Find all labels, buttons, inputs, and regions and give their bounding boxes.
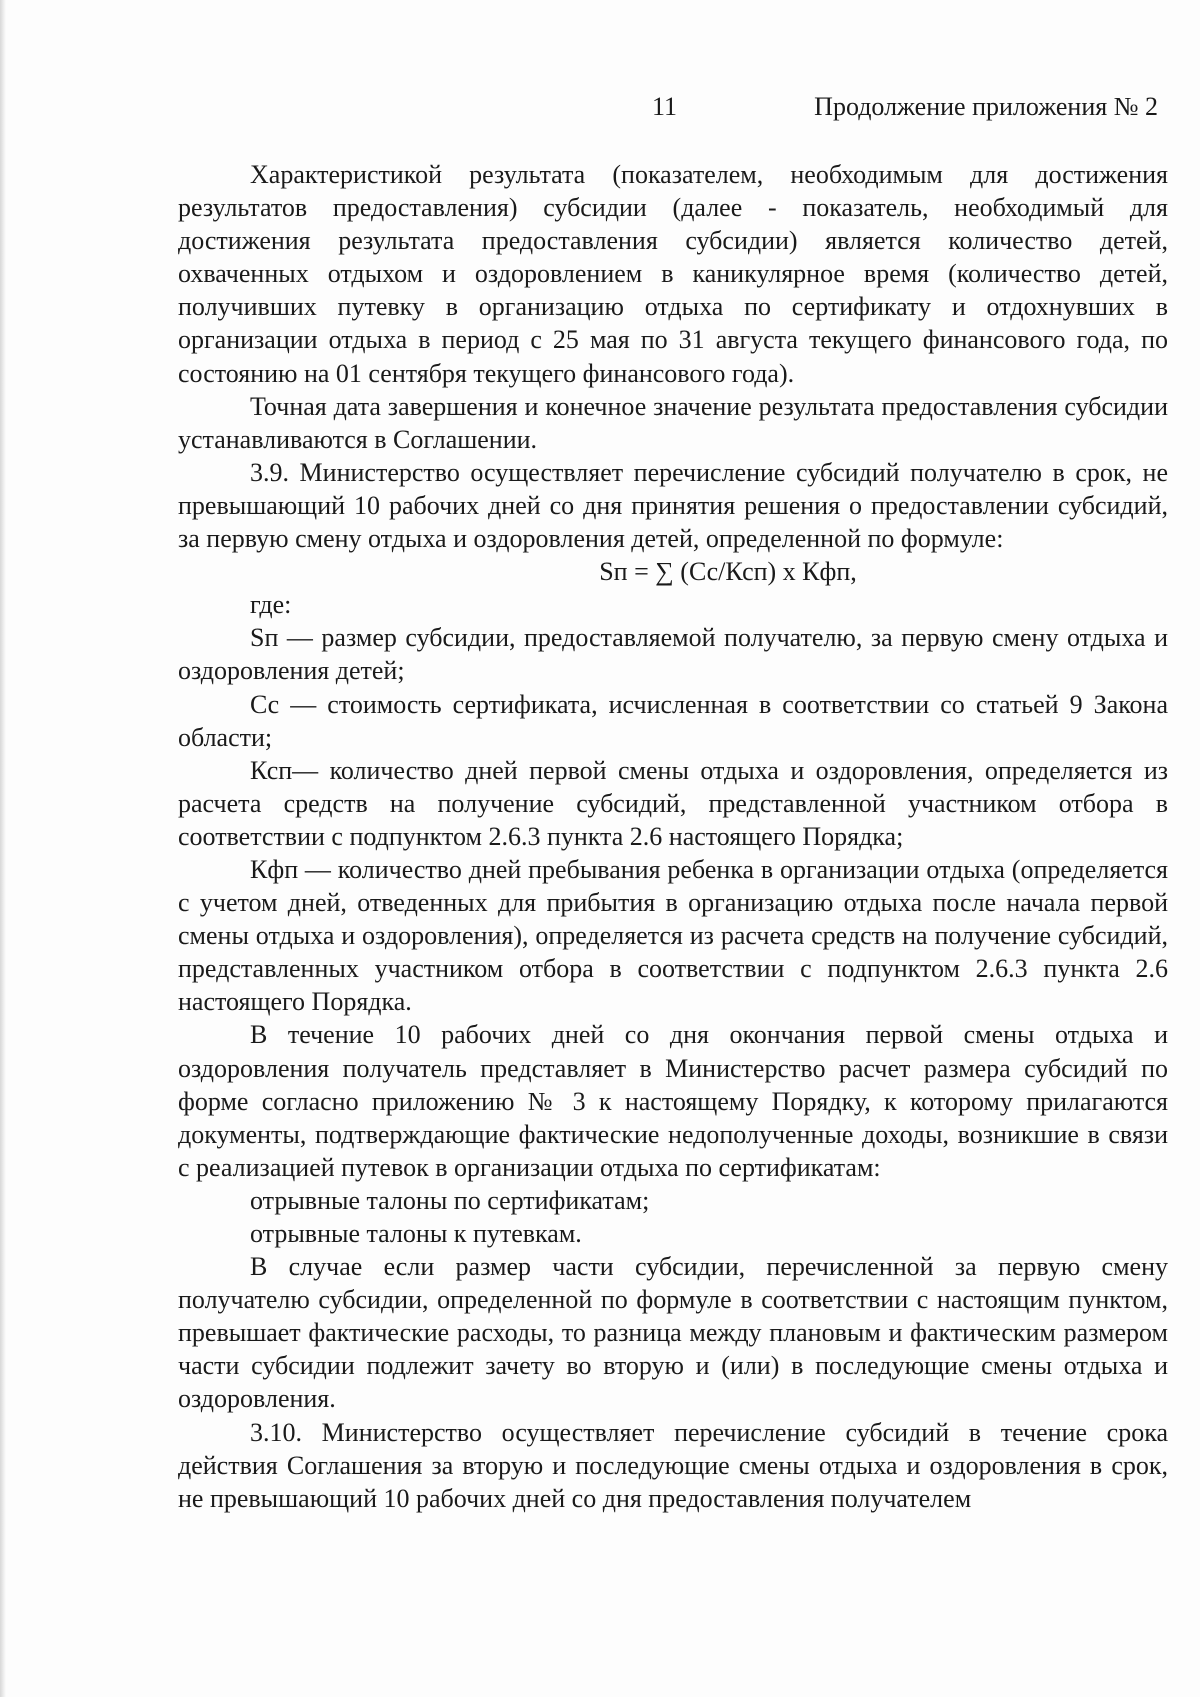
page-edge-shadow bbox=[0, 0, 6, 1697]
page-header bbox=[0, 92, 1200, 128]
paragraph-report-deadline: В течение 10 рабочих дней со дня окончания первой смены отдыха и оздоровления получатель представляет в Министерство расчет размера субсидий по форме согласно приложению № 3 к настоящему Порядку, к которому прилагаются документы, подтверждающие фактические недополученные доходы, возникшие в связи с реализацией путевок в организации отдыха по сертификатам: bbox=[178, 1020, 1168, 1182]
paragraph-3-9: 3.9. Министерство осуществляет перечисление субсидий получателю в срок, не превышающий 10 рабочих дней со дня принятия решения о предоставлении субсидий, за первую смену отдыха и оздоровления детей, определенной по формуле: bbox=[178, 457, 1168, 554]
definition-sp: Sп — размер субсидии, предоставляемой получателю, за первую смену отдыха и оздоровления детей; bbox=[178, 623, 1168, 686]
paragraph-indicator-characteristic: Характеристикой результата (показателем, необходимым для достижения результатов предоставления) субсидии (далее - показатель, необходимый для достижения результата предоставления субсидии) является количество детей, охваченных отдыхом и оздоровлением в каникулярное время (количество детей, получивших путевку в организацию отдыха по сертификату и отдохнувших в организации отдыха в период с 25 мая по 31 августа текущего финансового года, по состоянию на 01 сентября текущего финансового года). bbox=[178, 160, 1168, 388]
formula: Sп = ∑ (Сс/Ксп) х Кфп, bbox=[599, 557, 857, 587]
paragraph-3-10: 3.10. Министерство осуществляет перечисление субсидий в течение срока действия Соглашения за вторую и последующие смены отдыха и оздоровления в срок, не превышающий 10 рабочих дней со дня предоставления получателем bbox=[178, 1417, 1168, 1513]
page-number: 11 bbox=[652, 92, 678, 121]
document-body bbox=[178, 158, 1168, 1515]
definition-ksp: Ксп— количество дней первой смены отдыха и оздоровления, определяется из расчета средств на получение субсидий, представленной участником отбора в соответствии с подпунктом 2.6.3 пункта 2.6 настоящего Порядка; bbox=[178, 755, 1168, 851]
list-item-voucher-coupons: отрывные талоны к путевкам. bbox=[250, 1219, 582, 1248]
definition-kfp: Кфп — количество дней пребывания ребенка в организации отдыха (определяется с учетом дней, отведенных для прибытия в организацию отдыха после начала первой смены отдыха и оздоровления), определяется из расчета средств на получение субсидий, представленных участником отбора в соответствии с подпунктом 2.6.3 пункта 2.6 настоящего Порядка. bbox=[178, 854, 1168, 1017]
formula-where: где: bbox=[250, 590, 292, 620]
appendix-label: Продолжение приложения № 2 bbox=[814, 92, 1158, 121]
definition-cc: Сс — стоимость сертификата, исчисленная в соответствии со статьей 9 Закона области; bbox=[178, 689, 1168, 752]
paragraph-exact-date: Точная дата завершения и конечное значение результата предоставления субсидии устанавливаются в Соглашении. bbox=[178, 391, 1168, 454]
list-item-certificate-coupons: отрывные талоны по сертификатам; bbox=[250, 1185, 650, 1215]
paragraph-overpayment: В случае если размер части субсидии, перечисленной за первую смену получателю субсидии, определенной по формуле в соответствии с настоящим пунктом, превышает фактические расходы, то разница между плановым и фактическим размером части субсидии подлежит зачету во вторую и (или) в последующие смены отдыха и оздоровления. bbox=[178, 1252, 1168, 1414]
